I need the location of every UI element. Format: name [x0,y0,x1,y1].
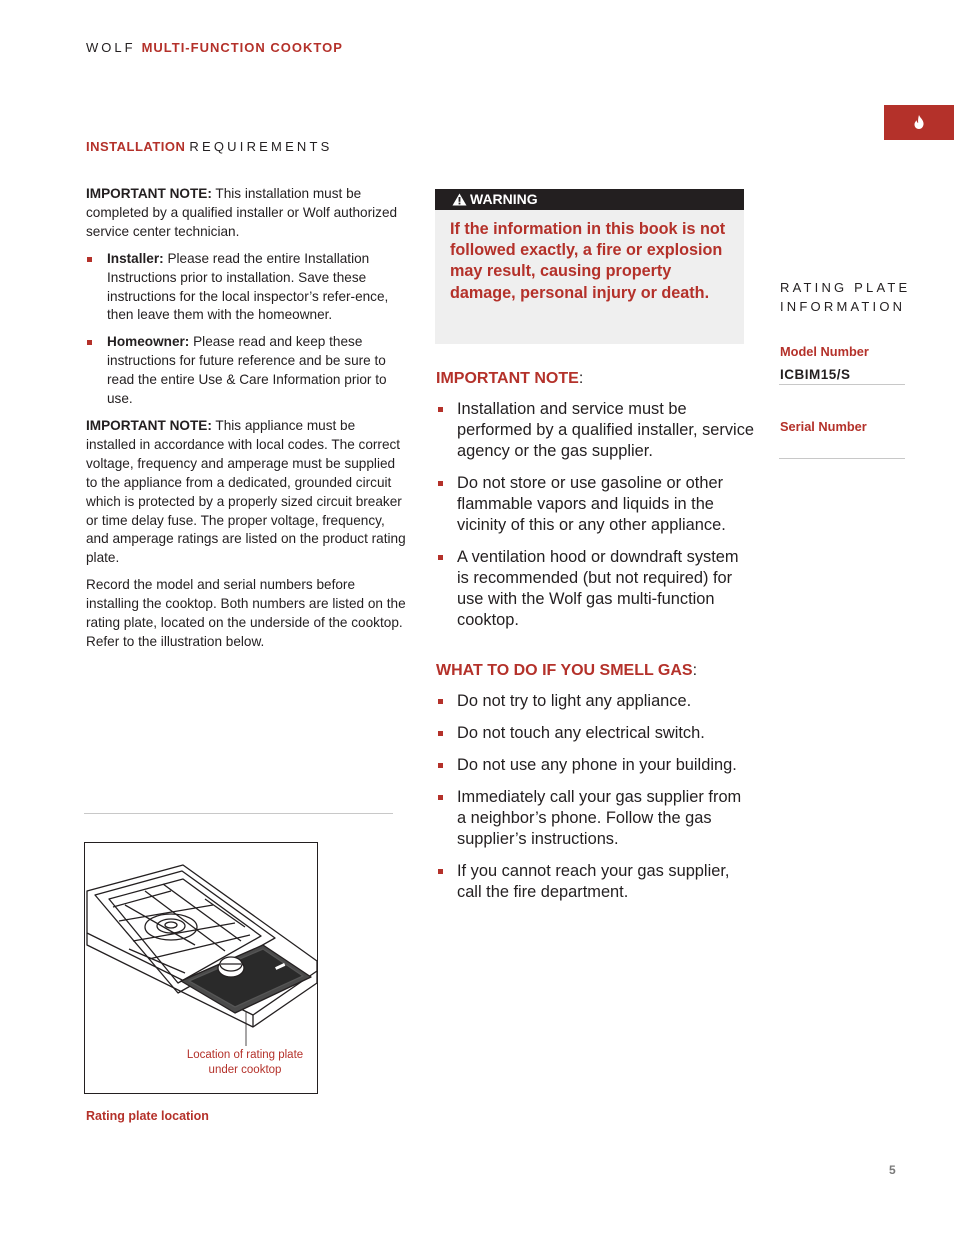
list-item: Installation and service must be performed by a qualified installer, service agency or the gas supplier. [436,399,754,462]
list-item: A ventilation hood or downdraft system is recommended (but not required) for use with the Wolf gas multi-function cooktop. [436,547,754,631]
left-column [86,185,408,660]
warning-label: WARNING [470,191,538,207]
serial-number-label: Serial Number [780,419,867,434]
warning-text: If the information in this book is not followed exactly, a fire or explosion may result, causing property damage, personal injury or death. [450,220,726,302]
section-title [86,139,333,154]
warning-triangle-icon [452,193,467,206]
rating-title-line: INFORMATION [780,299,906,314]
list-item: Do not try to light any appliance. [436,691,754,712]
page-number: 5 [889,1163,896,1177]
note-label: IMPORTANT NOTE: [86,186,212,201]
note-text: This appliance must be installed in accordance with local codes. The correct voltage, frequency and amperage must be supplied to the appliance from a dedicated, grounded circuit which is protected by a properly sized circuit breaker or time delay fuse. The proper voltage, frequency, and amperage ratings are listed on the product rating plate. [86,417,406,566]
model-number-line [779,384,905,385]
section-tab [884,105,954,140]
note-label: IMPORTANT NOTE: [86,417,212,433]
header-product: MULTI-FUNCTION COOKTOP [141,40,343,55]
model-number-label: Model Number [780,344,869,359]
audience-list [86,250,408,409]
bullet-text: Please read the entire Installation Instructions prior to installation. Save these instructions for the local inspector’s refer-ence, then leave them with the homeowner. [107,250,389,323]
middle-column [436,370,754,914]
bullet-label: Installer: [107,250,164,266]
serial-number-line [779,458,905,459]
important-note-heading [436,370,754,388]
list-item: Immediately call your gas supplier from a neighbor’s phone. Follow the gas supplier’s instructions. [436,787,754,850]
list-item: Do not store or use gasoline or other flammable vapors and liquids in the vicinity of this or any other appliance. [436,473,754,536]
important-note-installer [86,185,408,242]
running-header [86,40,343,55]
warning-box [435,189,744,344]
figure-caption: Rating plate location [86,1109,209,1123]
smell-gas-list [436,691,754,903]
bullet-text: Please read and keep these instructions for future reference and be sure to read the entire Use & Care Information prior to use. [107,334,387,407]
section-title-rest: REQUIREMENTS [189,139,333,154]
list-item: If you cannot reach your gas supplier, call the fire department. [436,861,754,903]
heading-text: IMPORTANT NOTE [436,370,579,387]
model-number-value: ICBIM15/S [780,367,851,382]
list-item: Do not touch any electrical switch. [436,723,754,744]
important-note-codes [86,417,408,568]
note-text: This installation must be completed by a qualified installer or Wolf authorized service center technician. [86,186,398,239]
heading-colon: : [692,662,698,679]
rating-title-line: RATING PLATE [780,280,911,295]
rating-plate-callout: Location of rating plate under cooktop [186,1049,304,1076]
heading-colon: : [578,370,584,387]
rating-plate-title [780,278,910,316]
cooktop-illustration [84,842,318,1094]
list-item [86,333,408,409]
spacer [436,642,754,662]
list-item [86,250,408,326]
record-numbers-text: Record the model and serial numbers before installing the cooktop. Both numbers are listed on the rating plate, located on the underside of the cooktop. Refer to the illustration below. [86,577,406,649]
section-title-accent: INSTALLATION [86,139,186,154]
heading-text: WHAT TO DO IF YOU SMELL GAS [436,662,693,679]
important-note-list [436,399,754,631]
warning-header [435,189,744,210]
flame-icon [912,114,926,130]
divider [84,813,393,814]
smell-gas-heading [436,662,754,680]
bullet-label: Homeowner: [107,334,190,350]
header-brand: WOLF [86,40,136,55]
list-item: Do not use any phone in your building. [436,755,754,776]
